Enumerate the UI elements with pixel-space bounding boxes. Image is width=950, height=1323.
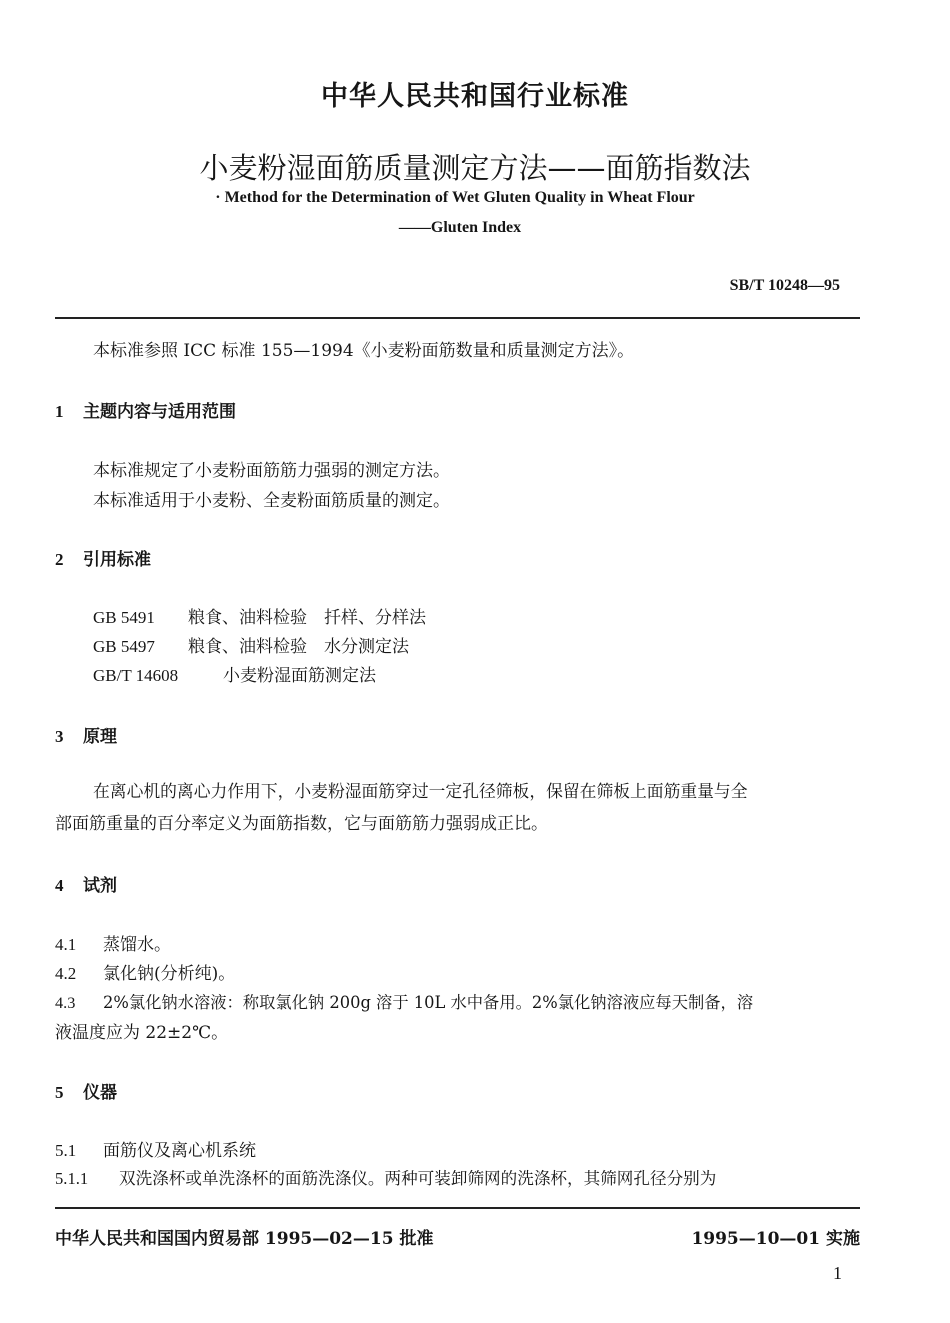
- reference-item: [93, 632, 409, 657]
- reference-name: 粮食、油料检验 水分测定法: [188, 637, 409, 657]
- section-3-line: 部面筋重量的百分率定义为面筋指数，它与面筋筋力强弱成正比。: [55, 814, 548, 834]
- section-number: 3: [55, 727, 64, 746]
- item-text: 面筋仪及离心机系统: [103, 1141, 256, 1161]
- section-title: 主题内容与适用范围: [83, 402, 236, 422]
- item-number: 4.2: [55, 964, 77, 983]
- reference-code: GB 5491: [93, 608, 155, 627]
- item-number: 5.1: [55, 1141, 77, 1160]
- reagent-item-continued: 液温度应为 22±2℃。: [55, 1023, 229, 1043]
- issuer-approval: 中华人民共和国国内贸易部 1995—02—15 批准: [55, 1229, 434, 1249]
- page-number: 1: [833, 1263, 842, 1283]
- reference-code: GB 5497: [93, 637, 155, 656]
- reagent-item: [55, 930, 171, 955]
- section-title: 引用标准: [83, 550, 151, 570]
- section-number: 4: [55, 876, 64, 895]
- reference-code: GB/T 14608: [93, 666, 179, 685]
- item-text: 双洗涤杯或单洗涤杯的面筋洗涤仪。两种可装卸筛网的洗涤杯，其筛网孔径分别为: [119, 1169, 717, 1188]
- section-title: 试剂: [83, 876, 117, 896]
- item-number: 4.1: [55, 935, 77, 954]
- item-text: 蒸馏水。: [103, 935, 171, 955]
- top-divider: [55, 317, 860, 319]
- title-english: · Method for the Determination of Wet Gluten Quality in Wheat Flour: [215, 189, 695, 206]
- item-number: 4.3: [55, 993, 76, 1012]
- section-5-heading: [55, 1078, 117, 1103]
- section-title: 仪器: [83, 1083, 117, 1103]
- reference-name: 小麦粉湿面筋测定法: [223, 666, 376, 686]
- item-text: 2%氯化钠水溶液：称取氯化钠 200g 溶于 10L 水中备用。2%氯化钠溶液应每天制备，溶: [103, 993, 754, 1012]
- reference-name: 粮食、油料检验 扦样、分样法: [188, 608, 426, 628]
- reagent-item: [55, 989, 753, 1013]
- title-chinese: 小麦粉湿面筋质量测定方法——面筋指数法: [199, 151, 751, 185]
- section-number: 5: [55, 1083, 64, 1102]
- section-2-heading: [55, 545, 151, 570]
- section-number: 2: [55, 550, 64, 569]
- effective-date: 1995—10—01 实施: [691, 1229, 860, 1249]
- reference-item: [93, 603, 426, 628]
- section-3-heading: [55, 722, 117, 747]
- item-number: 5.1.1: [55, 1169, 89, 1188]
- bottom-divider: [55, 1207, 860, 1209]
- section-number: 1: [55, 402, 64, 421]
- apparatus-item: [55, 1165, 716, 1189]
- section-1-line: 本标准适用于小麦粉、全麦粉面筋质量的测定。: [93, 491, 450, 511]
- intro-paragraph: 本标准参照 ICC 标准 155—1994《小麦粉面筋数量和质量测定方法》。: [93, 341, 635, 361]
- section-3-line: 在离心机的离心力作用下，小麦粉湿面筋穿过一定孔径筛板，保留在筛板上面筋重量与全: [93, 781, 748, 801]
- section-1-heading: [55, 397, 236, 422]
- apparatus-item: [55, 1136, 256, 1161]
- reagent-item: [55, 959, 235, 984]
- standard-category: 中华人民共和国行业标准: [321, 81, 629, 112]
- title-english-subtitle: ——Gluten Index: [398, 219, 522, 236]
- section-title: 原理: [83, 727, 117, 747]
- section-4-heading: [55, 871, 117, 896]
- item-text: 氯化钠(分析纯)。: [103, 964, 236, 984]
- section-1-line: 本标准规定了小麦粉面筋筋力强弱的测定方法。: [93, 461, 450, 481]
- reference-item: [93, 661, 376, 686]
- standard-number: SB/T 10248—95: [729, 277, 840, 294]
